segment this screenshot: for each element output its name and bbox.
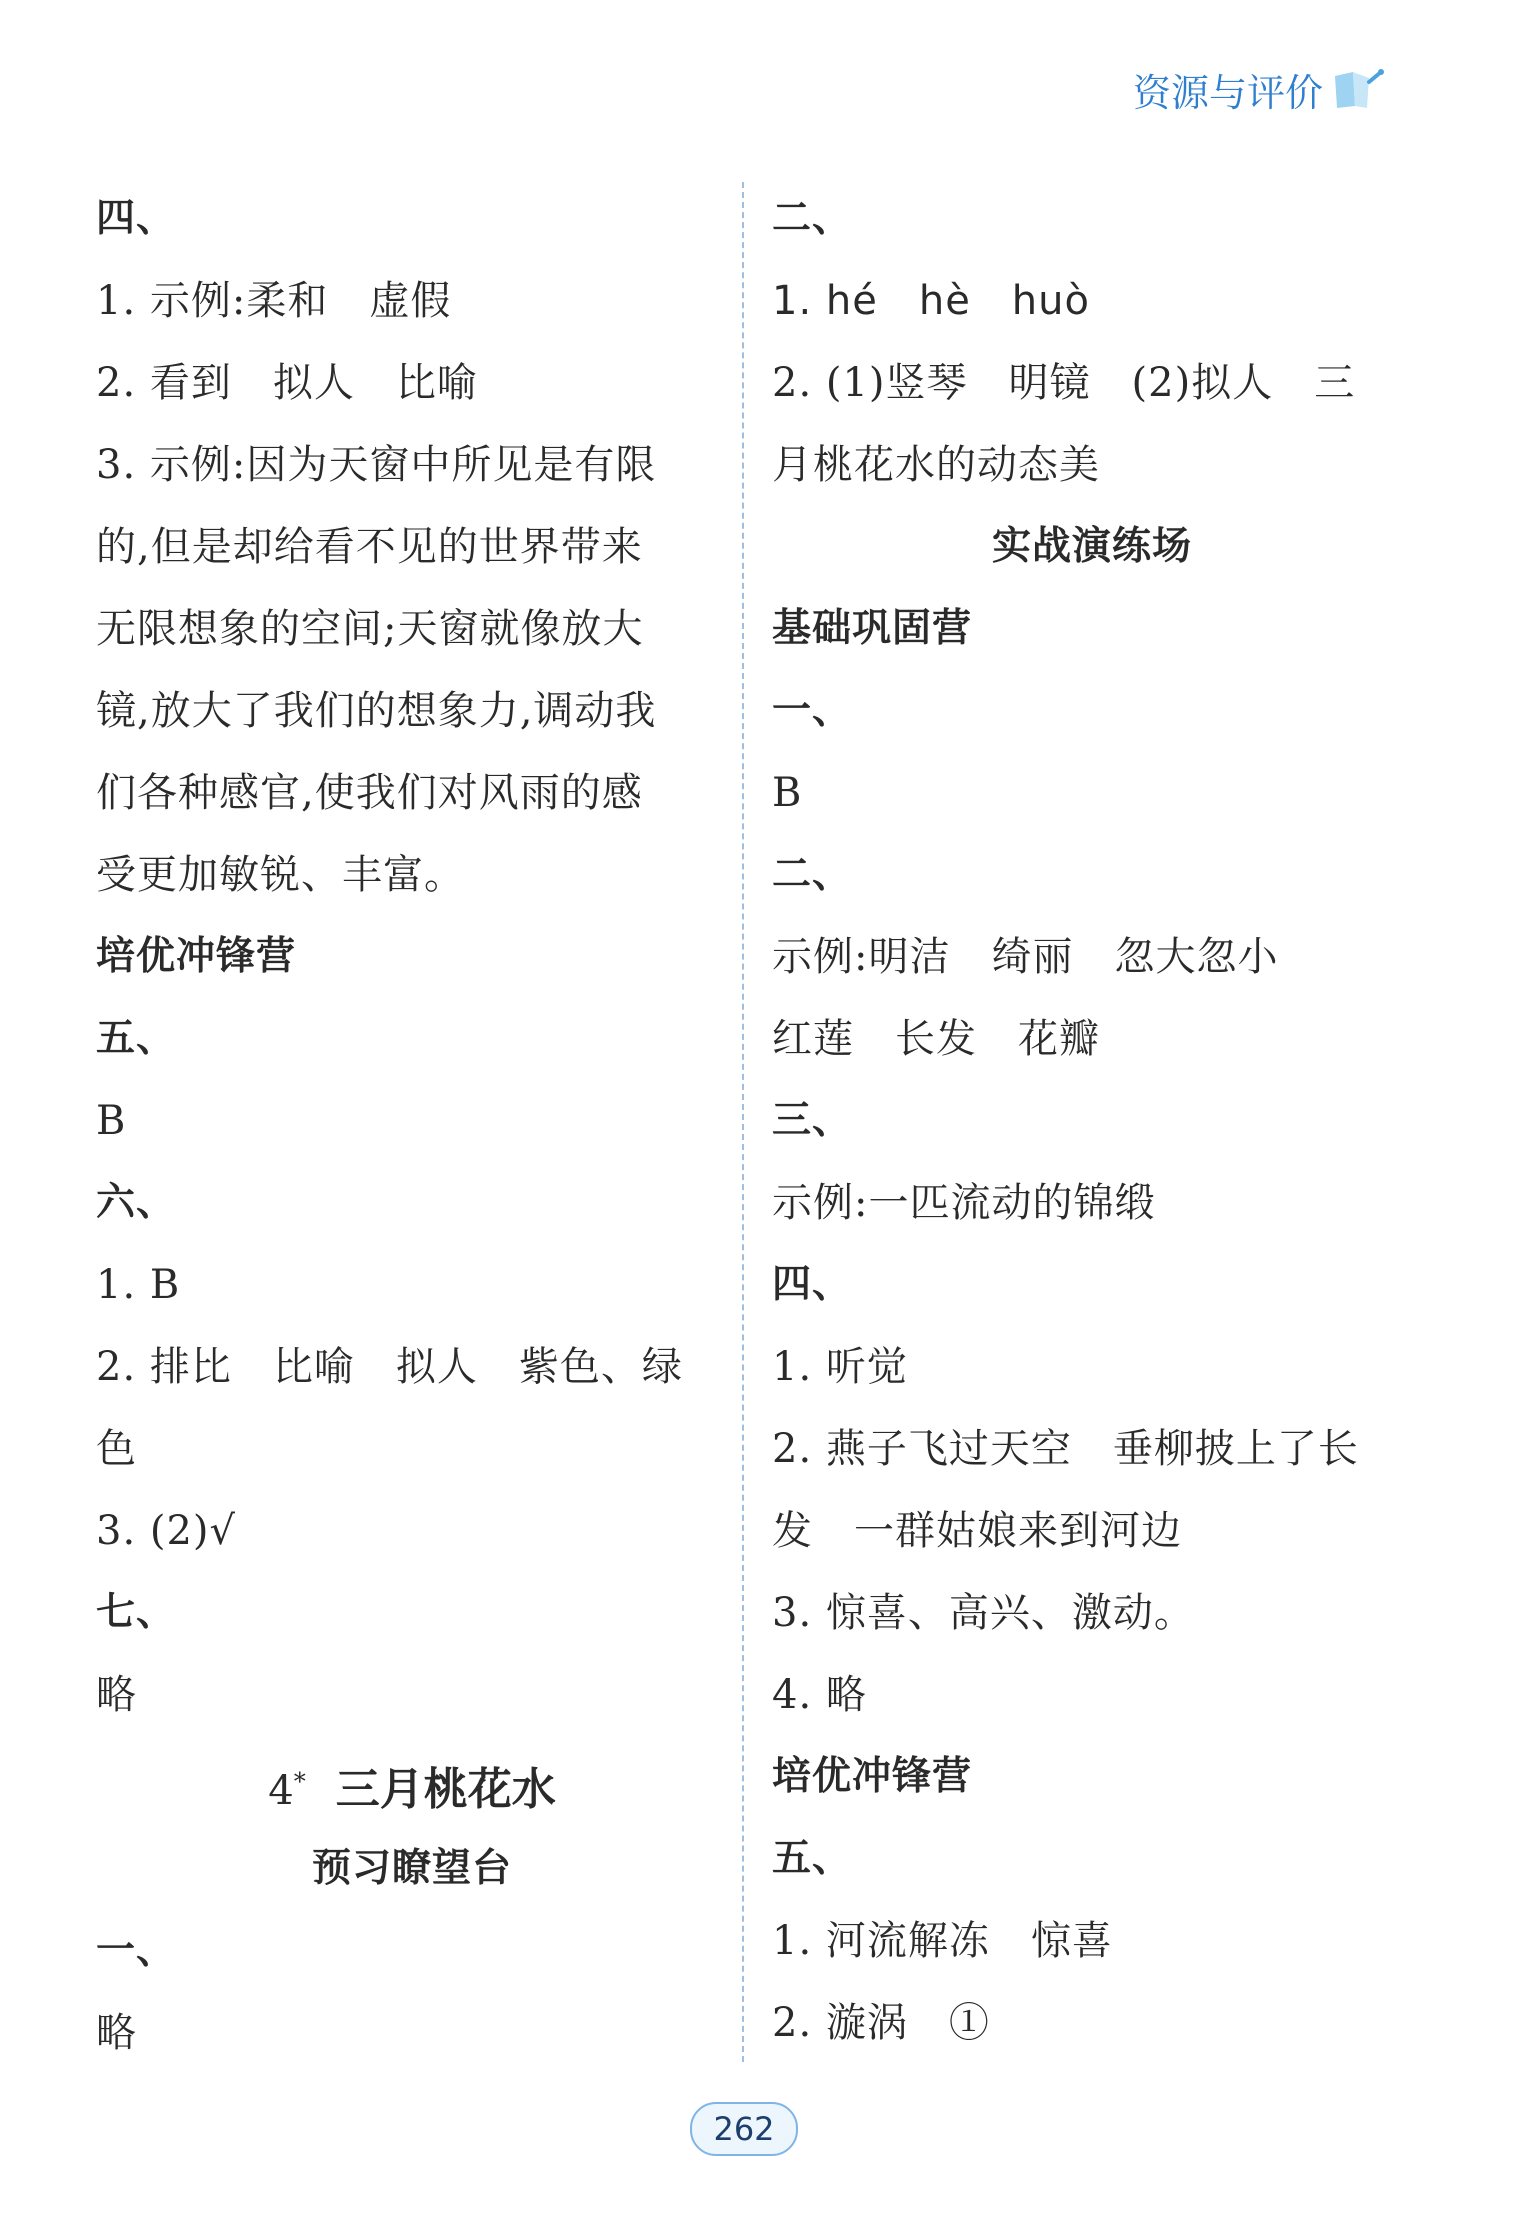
section-heading: 七、 [96,1590,177,1635]
answer-line: 1. 示例:柔和 虚假 [96,278,452,324]
answer-line: 3. (2)√ [96,1508,237,1554]
header-title: 资源与评价 [1132,71,1323,115]
answer-line: 4. 略 [772,1672,867,1718]
section-heading: 二、 [772,196,853,241]
answer-line: 3. 示例:因为天窗中所见是有限 [96,442,657,488]
section-heading: 一、 [96,1928,177,1973]
answer-line: 2. 燕子飞过天空 垂柳披上了长 [772,1426,1359,1472]
column-divider [742,182,744,2062]
answer-line: 的,但是却给看不见的世界带来 [96,524,643,570]
left-column [96,178,728,2074]
answer-line: 示例:明洁 绮丽 忽大忽小 [772,934,1279,980]
section-heading: 二、 [772,852,853,897]
section-heading: 五、 [96,1016,177,1061]
answer-line: 2. 看到 拟人 比喻 [96,360,478,406]
answer-line: 色 [96,1426,137,1472]
lesson-name: 三月桃花水 [335,1764,556,1816]
answer-line: 红莲 长发 花瓣 [772,1016,1100,1062]
answer-line: 1. 听觉 [772,1344,908,1390]
answer-line: 示例:一匹流动的锦缎 [772,1180,1156,1226]
section-heading: 培优冲锋营 [772,1754,973,1799]
lesson-title [96,1736,728,1828]
answer-line: 略 [96,2010,137,2056]
answer-line: B [772,770,803,816]
section-heading: 培优冲锋营 [96,934,297,979]
section-heading: 四、 [772,1262,853,1307]
answer-line: 2. 排比 比喻 拟人 紫色、绿 [96,1344,683,1390]
answer-line: 镜,放大了我们的想象力,调动我 [96,688,657,734]
answer-line: 们各种感官,使我们对风雨的感 [96,770,643,816]
answer-line: 月桃花水的动态美 [772,442,1100,488]
section-heading: 基础巩固营 [772,606,973,651]
lesson-number-value: 4 [268,1768,294,1815]
notebook-icon [1329,68,1385,112]
answer-line: 2. 漩涡 ① [772,2000,990,2046]
answer-line: 受更加敏锐、丰富。 [96,852,465,898]
section-heading: 实战演练场 [991,524,1192,569]
section-heading: 六、 [96,1180,177,1225]
section-heading: 预习瞭望台 [311,1846,512,1891]
answer-line: 无限想象的空间;天窗就像放大 [96,606,644,652]
answer-line: 1. hé hè huò [772,278,1090,324]
section-heading: 三、 [772,1098,853,1143]
lesson-mark: * [293,1768,306,1796]
section-heading: 四、 [96,196,177,241]
answer-line: 1. B [96,1262,181,1308]
page-header [1133,62,1385,117]
answer-line: 1. 河流解冻 惊喜 [772,1918,1113,1964]
answer-line: 3. 惊喜、高兴、激动。 [772,1590,1195,1636]
answer-line: 发 一群姑娘来到河边 [772,1508,1182,1554]
answer-line: 略 [96,1672,137,1718]
section-heading: 五、 [772,1836,853,1881]
answer-line: B [96,1098,127,1144]
section-heading: 一、 [772,688,853,733]
lesson-number [268,1768,305,1814]
answer-line: 2. (1)竖琴 明镜 (2)拟人 三 [772,360,1356,406]
page-number: 262 [690,2102,798,2156]
right-column [772,178,1412,2064]
